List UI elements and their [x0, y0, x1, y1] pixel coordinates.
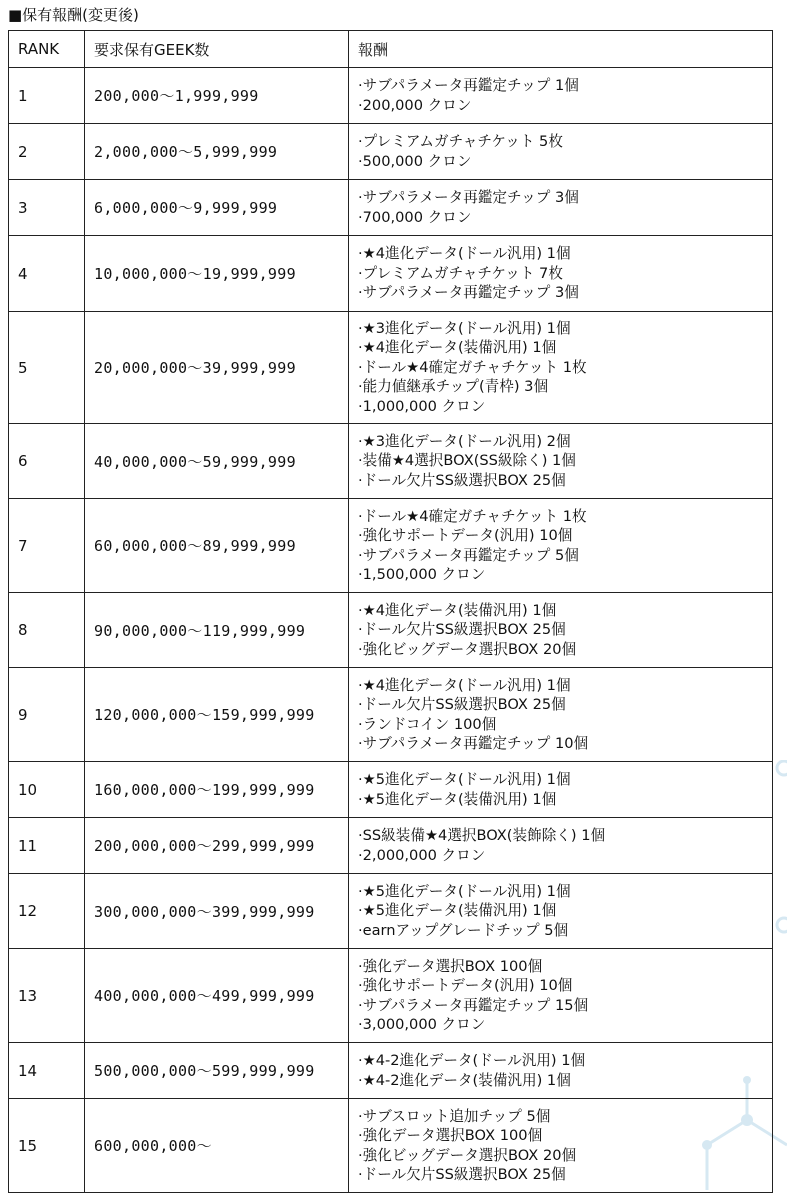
- required-geek-cell: 120,000,000〜159,999,999: [85, 668, 349, 762]
- reward-item: ·★5進化データ(ドール汎用) 1個: [358, 882, 571, 900]
- reward-item: ·★4進化データ(装備汎用) 1個: [358, 339, 557, 357]
- reward-item: ·ドール欠片SS級選択BOX 25個: [358, 696, 566, 714]
- table-row: [9, 499, 773, 593]
- table-caption: ■保有報酬(変更後): [8, 6, 139, 24]
- reward-cell: [349, 949, 773, 1043]
- rank-cell: 3: [9, 180, 85, 236]
- reward-item: ·プレミアムガチャチケット 7枚: [358, 264, 563, 282]
- reward-item: ·3,000,000 クロン: [358, 1015, 486, 1033]
- reward-item: ·サブパラメータ再鑑定チップ 5個: [358, 546, 579, 564]
- reward-cell: [349, 1043, 773, 1099]
- reward-table: [8, 30, 773, 1193]
- reward-item: ·強化ビッグデータ選択BOX 20個: [358, 1146, 577, 1164]
- reward-item: ·強化データ選択BOX 100個: [358, 1127, 543, 1145]
- table-row: [9, 1099, 773, 1193]
- header-rank: RANK: [9, 31, 85, 68]
- table-row: [9, 424, 773, 499]
- rank-cell: 15: [9, 1099, 85, 1193]
- reward-cell: [349, 124, 773, 180]
- rank-cell: 2: [9, 124, 85, 180]
- reward-item: ·サブスロット追加チップ 5個: [358, 1107, 551, 1125]
- reward-cell: [349, 1099, 773, 1193]
- header-required-geek: 要求保有GEEK数: [85, 31, 349, 68]
- table-row: [9, 762, 773, 818]
- table-row: [9, 180, 773, 236]
- reward-item: ·★5進化データ(装備汎用) 1個: [358, 902, 557, 920]
- table-row: [9, 668, 773, 762]
- rank-cell: 9: [9, 668, 85, 762]
- reward-item: ·★4進化データ(装備汎用) 1個: [358, 601, 557, 619]
- table-row: [9, 1043, 773, 1099]
- required-geek-cell: 60,000,000〜89,999,999: [85, 499, 349, 593]
- required-geek-cell: 160,000,000〜199,999,999: [85, 762, 349, 818]
- rank-cell: 1: [9, 68, 85, 124]
- required-geek-cell: 90,000,000〜119,999,999: [85, 593, 349, 668]
- reward-item: ·ドール欠片SS級選択BOX 25個: [358, 1165, 566, 1183]
- table-row: [9, 593, 773, 668]
- rank-cell: 4: [9, 236, 85, 312]
- reward-cell: [349, 68, 773, 124]
- required-geek-cell: 400,000,000〜499,999,999: [85, 949, 349, 1043]
- rank-cell: 5: [9, 312, 85, 424]
- table-row: [9, 949, 773, 1043]
- reward-item: ·1,000,000 クロン: [358, 397, 486, 415]
- reward-item: ·SS級装備★4選択BOX(装飾除く) 1個: [358, 827, 606, 845]
- reward-item: ·200,000 クロン: [358, 96, 472, 114]
- required-geek-cell: 200,000〜1,999,999: [85, 68, 349, 124]
- table-row: [9, 68, 773, 124]
- table-row: [9, 818, 773, 874]
- reward-item: ·プレミアムガチャチケット 5枚: [358, 133, 563, 151]
- table-row: [9, 236, 773, 312]
- reward-item: ·ランドコイン 100個: [358, 715, 497, 733]
- reward-item: ·earnアップグレードチップ 5個: [358, 921, 569, 939]
- required-geek-cell: 10,000,000〜19,999,999: [85, 236, 349, 312]
- rank-cell: 12: [9, 874, 85, 949]
- reward-cell: [349, 874, 773, 949]
- reward-item: ·500,000 クロン: [358, 152, 472, 170]
- header-reward: 報酬: [349, 31, 773, 68]
- reward-item: ·2,000,000 クロン: [358, 846, 486, 864]
- reward-item: ·サブパラメータ再鑑定チップ 3個: [358, 189, 579, 207]
- reward-item: ·ドール欠片SS級選択BOX 25個: [358, 621, 566, 639]
- reward-item: ·サブパラメータ再鑑定チップ 10個: [358, 734, 589, 752]
- reward-item: ·1,500,000 クロン: [358, 565, 486, 583]
- reward-item: ·強化データ選択BOX 100個: [358, 957, 543, 975]
- reward-cell: [349, 593, 773, 668]
- header-row: [9, 31, 773, 68]
- reward-item: ·ドール欠片SS級選択BOX 25個: [358, 471, 566, 489]
- reward-item: ·強化サポートデータ(汎用) 10個: [358, 977, 573, 995]
- reward-item: ·ドール★4確定ガチャチケット 1枚: [358, 358, 587, 376]
- reward-item: ·★3進化データ(ドール汎用) 1個: [358, 319, 571, 337]
- reward-item: ·★4進化データ(ドール汎用) 1個: [358, 676, 571, 694]
- table-row: [9, 124, 773, 180]
- rank-cell: 7: [9, 499, 85, 593]
- rank-cell: 13: [9, 949, 85, 1043]
- reward-item: ·700,000 クロン: [358, 208, 472, 226]
- reward-item: ·★5進化データ(装備汎用) 1個: [358, 790, 557, 808]
- reward-item: ·★4-2進化データ(装備汎用) 1個: [358, 1071, 571, 1089]
- required-geek-cell: 2,000,000〜5,999,999: [85, 124, 349, 180]
- reward-item: ·ドール★4確定ガチャチケット 1枚: [358, 507, 587, 525]
- rank-cell: 11: [9, 818, 85, 874]
- reward-item: ·装備★4選択BOX(SS級除く) 1個: [358, 452, 576, 470]
- reward-cell: [349, 180, 773, 236]
- rank-cell: 10: [9, 762, 85, 818]
- reward-cell: [349, 424, 773, 499]
- rank-cell: 8: [9, 593, 85, 668]
- reward-item: ·★5進化データ(ドール汎用) 1個: [358, 771, 571, 789]
- required-geek-cell: 600,000,000〜: [85, 1099, 349, 1193]
- reward-cell: [349, 312, 773, 424]
- reward-cell: [349, 236, 773, 312]
- required-geek-cell: 200,000,000〜299,999,999: [85, 818, 349, 874]
- reward-item: ·サブパラメータ再鑑定チップ 3個: [358, 284, 579, 302]
- rank-cell: 14: [9, 1043, 85, 1099]
- required-geek-cell: 20,000,000〜39,999,999: [85, 312, 349, 424]
- reward-item: ·強化サポートデータ(汎用) 10個: [358, 527, 573, 545]
- reward-cell: [349, 762, 773, 818]
- reward-item: ·能力値継承チップ(青枠) 3個: [358, 378, 549, 396]
- required-geek-cell: 500,000,000〜599,999,999: [85, 1043, 349, 1099]
- required-geek-cell: 40,000,000〜59,999,999: [85, 424, 349, 499]
- reward-item: ·★4-2進化データ(ドール汎用) 1個: [358, 1052, 586, 1070]
- required-geek-cell: 300,000,000〜399,999,999: [85, 874, 349, 949]
- table-row: [9, 874, 773, 949]
- reward-cell: [349, 668, 773, 762]
- reward-item: ·★4進化データ(ドール汎用) 1個: [358, 245, 571, 263]
- reward-item: ·★3進化データ(ドール汎用) 2個: [358, 432, 571, 450]
- reward-cell: [349, 499, 773, 593]
- reward-item: ·サブパラメータ再鑑定チップ 15個: [358, 996, 589, 1014]
- rank-cell: 6: [9, 424, 85, 499]
- table-row: [9, 312, 773, 424]
- required-geek-cell: 6,000,000〜9,999,999: [85, 180, 349, 236]
- reward-cell: [349, 818, 773, 874]
- reward-item: ·サブパラメータ再鑑定チップ 1個: [358, 77, 579, 95]
- reward-item: ·強化ビッグデータ選択BOX 20個: [358, 640, 577, 658]
